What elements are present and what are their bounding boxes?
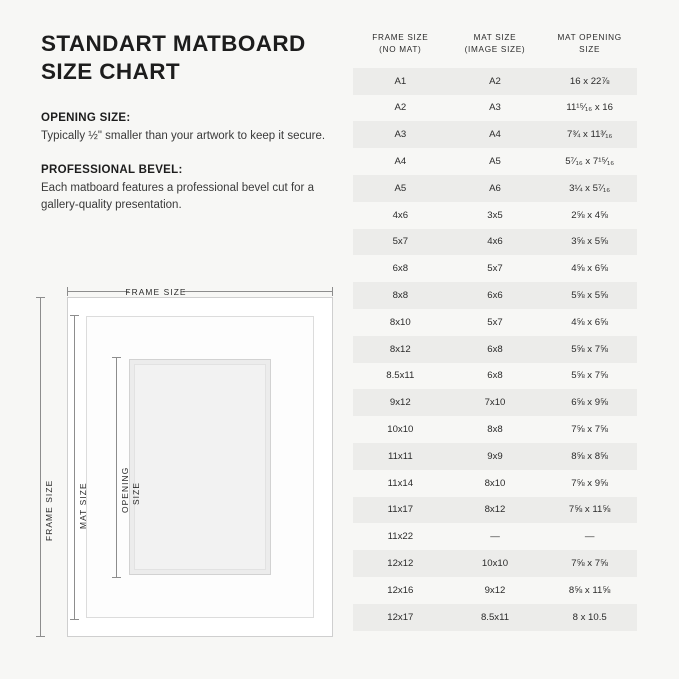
cell-frame-size: 10x10 (387, 424, 414, 436)
cell-mat-opening-size: 8 x 10.5 (572, 611, 607, 623)
cell-mat-opening-size: 3⅝ x 5⅝ (571, 236, 609, 248)
table-row (353, 309, 637, 336)
bevel-cut (134, 364, 266, 570)
column-header-line2: (IMAGE SIZE) (464, 44, 526, 54)
frame-size-vertical-line (40, 297, 41, 637)
cell-mat-opening-size: 8⅝ x 8⅝ (571, 450, 609, 462)
cell-mat-size: A2 (489, 75, 501, 87)
cell-mat-size: 5x7 (487, 316, 503, 328)
cell-mat-size: 8x8 (487, 424, 503, 436)
frame-size-label-left: FRAME SIZE (44, 479, 54, 541)
column-header-mat-size (448, 32, 543, 56)
cell-mat-size: 8x12 (484, 504, 506, 516)
table-row (353, 497, 637, 524)
cell-mat-opening-size: 4⅝ x 6⅝ (571, 263, 609, 275)
cell-mat-opening-size: 5⁷⁄₁₆ x 7¹⁵⁄₁₆ (565, 156, 615, 168)
size-chart-table (353, 32, 637, 631)
opening-size-vtick-bottom (112, 577, 121, 578)
cell-mat-size: 5x7 (487, 263, 503, 275)
cell-mat-opening-size: 7⅝ x 7⅝ (571, 424, 609, 436)
cell-mat-size: 6x8 (487, 370, 503, 382)
info-block-opening-size (41, 112, 333, 145)
cell-mat-size: 6x6 (487, 290, 503, 302)
cell-mat-size: 3x5 (487, 209, 503, 221)
table-row (353, 577, 637, 604)
info-column (41, 30, 333, 232)
cell-frame-size: 11x22 (387, 531, 414, 543)
table-row (353, 229, 637, 256)
frame-outer (67, 297, 333, 637)
cell-frame-size: 9x12 (389, 397, 411, 409)
cell-mat-opening-size: 5⅝ x 7⅝ (571, 343, 609, 355)
frame-size-vtick-top (36, 297, 45, 298)
cell-frame-size: A5 (394, 182, 407, 194)
cell-frame-size: 8.5x11 (386, 370, 415, 382)
frame-size-tick-left (67, 287, 68, 296)
table-row (353, 282, 637, 309)
cell-frame-size: 4x6 (392, 209, 409, 221)
cell-frame-size: 5x7 (392, 236, 409, 248)
opening-size-vertical-line (116, 357, 117, 577)
mat-size-vertical-line (74, 315, 75, 619)
cell-mat-size: A5 (489, 156, 501, 168)
table-row (353, 95, 637, 122)
frame-size-label-top: FRAME SIZE (125, 287, 187, 297)
cell-frame-size: 6x8 (392, 263, 409, 275)
cell-mat-opening-size: 6⅝ x 9⅝ (571, 397, 609, 409)
column-header-line2: SIZE (579, 44, 601, 54)
cell-mat-opening-size: 7⅝ x 11⅝ (568, 504, 611, 516)
table-row (353, 202, 637, 229)
table-row (353, 255, 637, 282)
table-row (353, 148, 637, 175)
cell-frame-size: 11x14 (387, 477, 414, 489)
frame-size-leader-left (67, 291, 129, 292)
column-header-line2: (NO MAT) (379, 44, 422, 54)
cell-mat-size: A4 (489, 129, 501, 141)
cell-mat-opening-size: 16 x 22⅞ (569, 75, 610, 87)
cell-mat-opening-size: — (584, 531, 595, 543)
table-row (353, 416, 637, 443)
cell-frame-size: A2 (394, 102, 407, 114)
cell-frame-size: 8x8 (392, 290, 409, 302)
cell-mat-opening-size: 4⅝ x 6⅝ (571, 316, 609, 328)
table-row (353, 443, 637, 470)
info-heading: OPENING SIZE: (41, 112, 131, 125)
frame-size-vtick-bottom (36, 636, 45, 637)
table-row (353, 336, 637, 363)
info-body: Typically ½" smaller than your artwork to keep it secure. (41, 130, 326, 143)
cell-frame-size: A1 (394, 75, 407, 87)
opening-size-vtick-top (112, 357, 121, 358)
frame-size-tick-right (332, 287, 333, 296)
cell-mat-opening-size: 7¾ x 11³⁄₁₆ (566, 129, 613, 141)
cell-mat-size: 6x8 (487, 343, 503, 355)
cell-mat-size: 7x10 (484, 397, 506, 409)
cell-frame-size: 12x16 (387, 584, 414, 596)
info-body: Each matboard features a professional bevel cut for a gallery-quality presentation. (41, 181, 314, 211)
cell-mat-size: 9x12 (484, 584, 506, 596)
frame-diagram (26, 281, 338, 653)
info-heading: PROFESSIONAL BEVEL: (41, 163, 183, 176)
cell-frame-size: 8x12 (389, 343, 411, 355)
cell-frame-size: 12x17 (387, 611, 414, 623)
column-header-mat-opening-size (542, 32, 637, 56)
cell-frame-size: 12x12 (387, 558, 414, 570)
column-header-frame-size (353, 32, 448, 56)
table-row (353, 68, 637, 95)
table-row (353, 523, 637, 550)
table-row (353, 363, 637, 390)
cell-mat-opening-size: 11¹⁵⁄₁₆ x 16 (566, 102, 613, 114)
cell-mat-size: A3 (489, 102, 501, 114)
cell-mat-opening-size: 2⅝ x 4⅝ (571, 209, 609, 221)
table-row (353, 470, 637, 497)
cell-mat-opening-size: 7⅝ x 7⅝ (571, 558, 609, 570)
column-header-line1: FRAME SIZE (372, 33, 429, 42)
cell-mat-size: — (490, 531, 500, 543)
table-row (353, 389, 637, 416)
table-row (353, 604, 637, 631)
cell-mat-size: 9x9 (487, 450, 503, 462)
table-row (353, 175, 637, 202)
column-header-line1: MAT SIZE (473, 33, 517, 42)
mat-size-vtick-top (70, 315, 79, 316)
table-header-row (353, 32, 637, 68)
cell-mat-opening-size: 7⅝ x 9⅝ (571, 477, 609, 489)
table-row (353, 550, 637, 577)
cell-frame-size: 11x11 (387, 450, 413, 462)
cell-frame-size: 11x17 (387, 504, 414, 516)
mat-size-vtick-bottom (70, 619, 79, 620)
cell-mat-size: 4x6 (487, 236, 503, 248)
cell-mat-opening-size: 5⅝ x 5⅝ (571, 290, 609, 302)
opening-size-label-left-line2: SIZE (131, 481, 141, 505)
cell-mat-size: 8.5x11 (480, 611, 510, 623)
opening-size-label-left-line1: OPENING (120, 466, 130, 513)
mat-opening (129, 359, 271, 575)
table-body (353, 68, 637, 631)
column-header-line1: MAT OPENING (557, 33, 622, 42)
page-title: STANDART MATBOARD SIZE CHART (41, 31, 306, 85)
table-row (353, 121, 637, 148)
frame-size-leader-right (183, 291, 333, 292)
cell-mat-size: A6 (489, 182, 501, 194)
mat-size-label-left: MAT SIZE (78, 482, 88, 529)
cell-frame-size: A4 (394, 156, 407, 168)
info-block-professional-bevel (41, 164, 333, 215)
cell-mat-opening-size: 8⅝ x 11⅝ (568, 584, 611, 596)
cell-mat-size: 8x10 (484, 477, 506, 489)
cell-mat-opening-size: 5⅝ x 7⅝ (571, 370, 609, 382)
cell-mat-size: 10x10 (481, 558, 509, 570)
cell-frame-size: 8x10 (389, 316, 411, 328)
cell-frame-size: A3 (394, 129, 407, 141)
cell-mat-opening-size: 3¼ x 5⁷⁄₁₆ (569, 182, 611, 194)
